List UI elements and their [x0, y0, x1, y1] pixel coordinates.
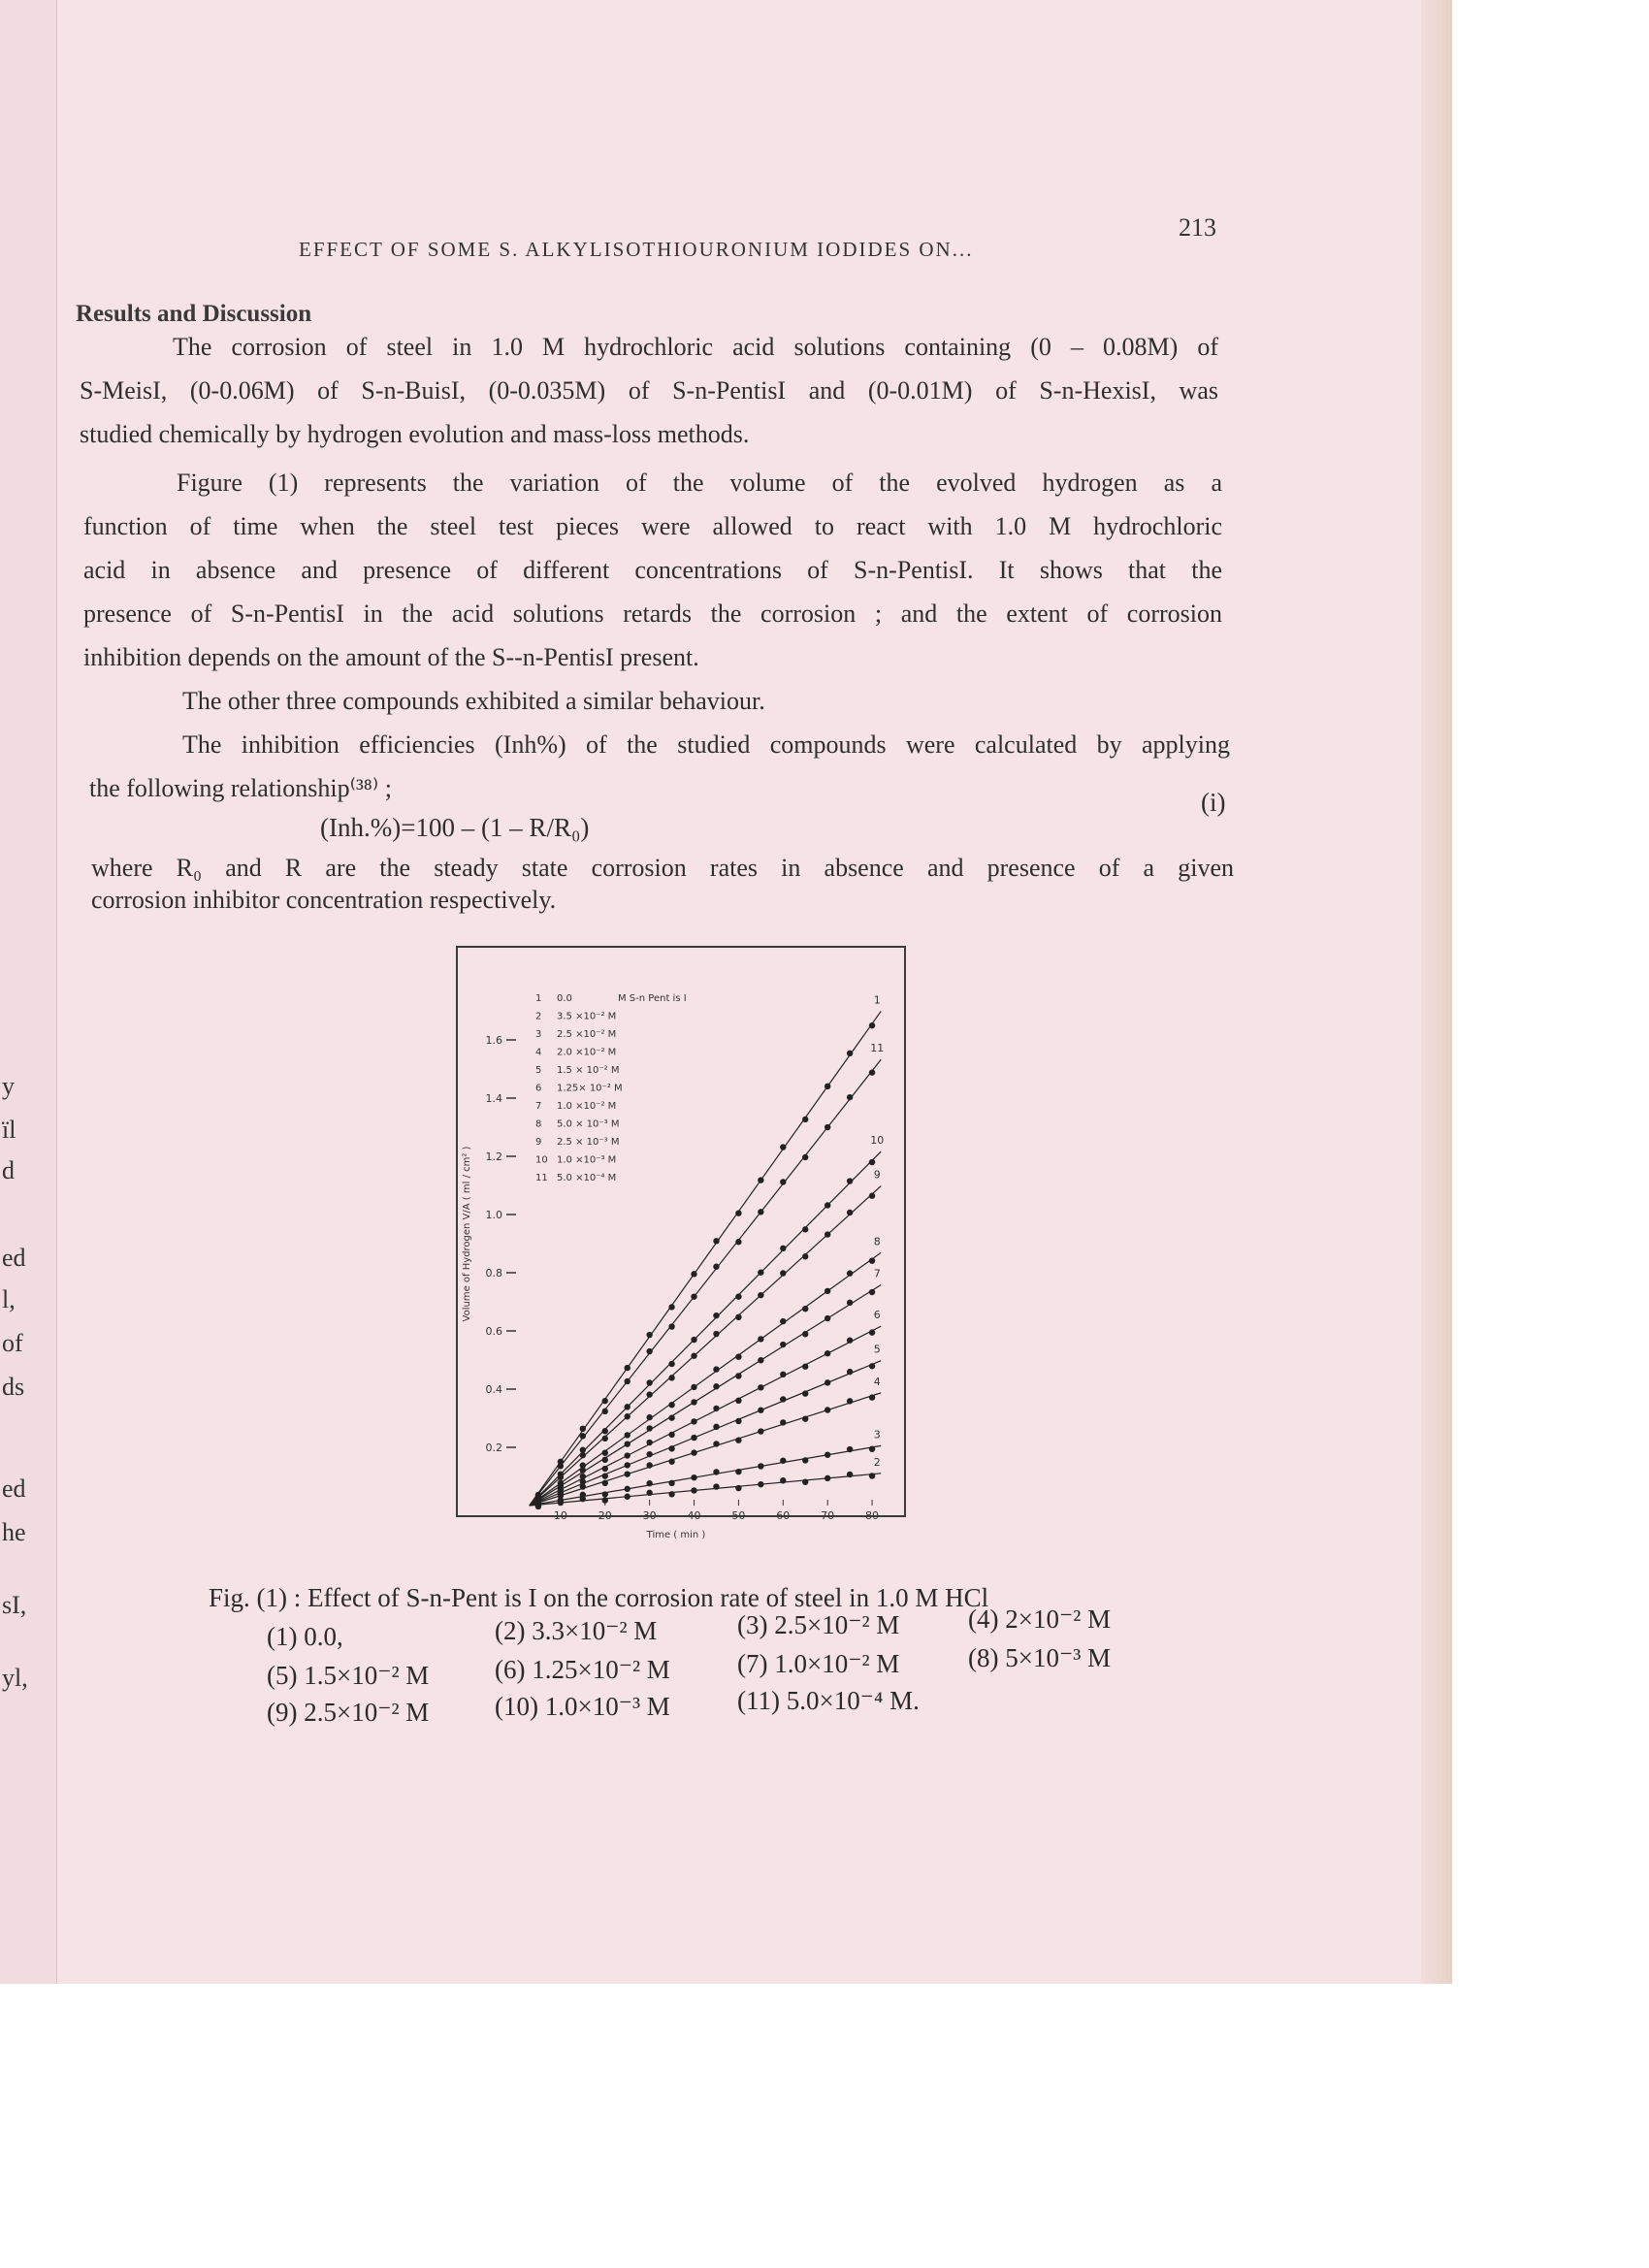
legend-conc: 1.25× 10⁻² M	[557, 1083, 623, 1094]
data-point	[713, 1383, 719, 1389]
data-point	[646, 1391, 652, 1397]
data-point	[824, 1202, 830, 1208]
series-label: 9	[873, 1168, 881, 1182]
prev-page-fragment: ds	[2, 1373, 25, 1401]
data-point	[668, 1323, 674, 1329]
data-point	[602, 1450, 608, 1456]
data-point	[668, 1402, 674, 1408]
series-label: 2	[873, 1455, 881, 1469]
data-point	[646, 1440, 652, 1445]
data-point	[758, 1336, 763, 1342]
data-point	[824, 1407, 830, 1412]
paragraph-5-line-2: corrosion inhibitor concentration respectively.	[91, 886, 557, 914]
paragraph-2-line-3: acid in absence and presence of different concentrations of S-n-PentisI. It shows that the	[83, 556, 1222, 584]
caption-item: (7) 1.0×10⁻² M	[737, 1649, 900, 1678]
x-tick-label: 70	[821, 1509, 835, 1522]
data-point	[735, 1239, 741, 1245]
data-point	[780, 1179, 786, 1184]
legend-conc: 5.0 × 10⁻³ M	[557, 1118, 620, 1130]
x-tick-label: 60	[776, 1509, 791, 1522]
data-point	[535, 1504, 541, 1509]
legend-conc: 5.0 ×10⁻⁴ M	[557, 1173, 617, 1183]
caption-item: (6) 1.25×10⁻² M	[495, 1655, 670, 1684]
caption-item: (9) 2.5×10⁻² M	[267, 1698, 430, 1727]
data-point	[558, 1463, 564, 1469]
legend-num: 5	[535, 1065, 542, 1076]
data-point	[802, 1306, 808, 1312]
data-point	[869, 1329, 875, 1335]
data-point	[780, 1458, 786, 1464]
data-point	[602, 1436, 608, 1442]
data-point	[780, 1372, 786, 1377]
paragraph-1-line-3: studied chemically by hydrogen evolution and mass-loss methods.	[80, 420, 750, 448]
data-point	[735, 1438, 741, 1443]
data-point	[758, 1357, 763, 1363]
prev-page-fragment: ïl	[2, 1116, 16, 1144]
data-point	[847, 1270, 853, 1276]
equation: (Inh.%)=100 – (1 – R/R₀)	[320, 813, 590, 842]
data-point	[646, 1379, 652, 1385]
data-point	[869, 1289, 875, 1295]
data-point	[780, 1246, 786, 1251]
y-tick-label: 1.6	[485, 1034, 502, 1047]
legend-num: 3	[535, 1029, 542, 1040]
series-label: 8	[873, 1235, 881, 1248]
data-point	[668, 1445, 674, 1451]
data-point	[802, 1117, 808, 1122]
data-point	[802, 1331, 808, 1337]
y-tick-label: 1.4	[485, 1092, 502, 1105]
series-label: 1	[873, 993, 881, 1007]
caption-item: (10) 1.0×10⁻³ M	[495, 1692, 670, 1721]
data-point	[713, 1312, 719, 1318]
caption-item: (11) 5.0×10⁻⁴ M.	[737, 1686, 920, 1715]
legend-num: 2	[535, 1011, 542, 1022]
paragraph-5-line-1: where R₀ and R are the steady state corrosion rates in absence and presence of a given	[91, 854, 1234, 882]
data-point	[646, 1490, 652, 1496]
data-point	[847, 1472, 853, 1477]
data-point	[691, 1449, 696, 1455]
data-point	[713, 1483, 719, 1489]
data-point	[824, 1124, 830, 1130]
data-point	[735, 1485, 741, 1491]
data-point	[802, 1415, 808, 1421]
data-point	[691, 1337, 696, 1343]
caption-item: (3) 2.5×10⁻² M	[737, 1610, 900, 1639]
data-point	[602, 1466, 608, 1472]
data-point	[602, 1428, 608, 1434]
x-axis-label: Time ( min )	[646, 1530, 706, 1540]
data-point	[869, 1193, 875, 1199]
data-point	[691, 1399, 696, 1405]
legend-num: 1	[535, 993, 542, 1004]
data-point	[847, 1210, 853, 1215]
data-point	[824, 1452, 830, 1458]
data-point	[869, 1069, 875, 1075]
data-point	[869, 1394, 875, 1400]
data-point	[869, 1363, 875, 1369]
prev-page-fragment: sI,	[2, 1591, 27, 1619]
y-tick-label: 1.2	[485, 1150, 502, 1163]
series-label: 7	[873, 1267, 881, 1280]
data-point	[735, 1354, 741, 1360]
data-point	[713, 1469, 719, 1474]
legend-title: M S-n Pent is I	[618, 993, 687, 1004]
data-point	[847, 1051, 853, 1056]
data-point	[602, 1457, 608, 1463]
x-tick-label: 20	[598, 1509, 612, 1522]
prev-page-fragment: l,	[2, 1285, 16, 1313]
data-point	[735, 1469, 741, 1474]
data-point	[735, 1418, 741, 1424]
paragraph-2-line-4: presence of S-n-PentisI in the acid solutions retards the corrosion ; and the extent of corrosion	[83, 599, 1222, 628]
data-point	[625, 1452, 630, 1458]
caption-item: (8) 5×10⁻³ M	[968, 1643, 1112, 1672]
paragraph-2-line-2: function of time when the steel test pieces were allowed to react with 1.0 M hydrochloric	[83, 512, 1222, 540]
data-point	[646, 1425, 652, 1431]
data-point	[758, 1408, 763, 1413]
y-tick-label: 0.8	[485, 1267, 502, 1280]
previous-page-strip	[0, 0, 57, 1984]
data-point	[869, 1473, 875, 1478]
prev-page-fragment: yl,	[2, 1664, 28, 1692]
data-point	[602, 1409, 608, 1414]
data-point	[869, 1258, 875, 1264]
data-point	[580, 1426, 586, 1432]
data-point	[758, 1463, 763, 1469]
prev-page-fragment: y	[2, 1072, 15, 1100]
data-point	[713, 1406, 719, 1411]
data-point	[735, 1314, 741, 1320]
data-point	[646, 1480, 652, 1486]
y-tick-label: 1.0	[485, 1209, 502, 1221]
legend-num: 10	[535, 1154, 548, 1166]
section-heading: Results and Discussion	[76, 301, 312, 327]
data-point	[691, 1353, 696, 1359]
caption-item: (1) 0.0,	[267, 1622, 343, 1651]
paragraph-4-line-2: the following relationship⁽³⁸⁾ ;	[89, 774, 392, 802]
legend-num: 4	[535, 1047, 542, 1058]
legend-num: 9	[535, 1137, 542, 1148]
caption-item: (4) 2×10⁻² M	[968, 1604, 1112, 1634]
legend-conc: 2.5 ×10⁻² M	[557, 1029, 617, 1040]
data-point	[691, 1435, 696, 1441]
page-edge	[1421, 0, 1450, 1984]
data-point	[625, 1494, 630, 1500]
data-point	[691, 1384, 696, 1390]
data-point	[735, 1293, 741, 1299]
figure-caption-title: Fig. (1) : Effect of S-n-Pent is I on the corrosion rate of steel in 1.0 M HCl	[209, 1583, 989, 1612]
data-point	[713, 1424, 719, 1430]
legend-num: 7	[535, 1101, 542, 1112]
data-point	[780, 1318, 786, 1324]
x-tick-label: 30	[642, 1509, 657, 1522]
data-point	[580, 1467, 586, 1473]
data-point	[847, 1300, 853, 1306]
caption-item: (5) 1.5×10⁻² M	[267, 1661, 430, 1690]
data-point	[758, 1292, 763, 1298]
data-point	[869, 1159, 875, 1165]
series-label: 6	[873, 1309, 881, 1322]
data-point	[668, 1491, 674, 1497]
data-point	[580, 1433, 586, 1439]
data-point	[646, 1451, 652, 1457]
paragraph-2-line-5: inhibition depends on the amount of the S--n-PentisI present.	[83, 643, 699, 671]
data-point	[558, 1474, 564, 1480]
data-point	[691, 1487, 696, 1493]
data-point	[668, 1414, 674, 1420]
data-point	[668, 1459, 674, 1465]
data-point	[625, 1378, 630, 1384]
prev-page-fragment: d	[2, 1156, 15, 1184]
data-point	[802, 1457, 808, 1463]
legend-conc: 3.5 ×10⁻² M	[557, 1011, 617, 1022]
prev-page-fragment: of	[2, 1329, 23, 1357]
data-point	[758, 1481, 763, 1487]
data-point	[625, 1486, 630, 1492]
data-point	[824, 1350, 830, 1356]
legend-conc: 2.5 × 10⁻³ M	[557, 1137, 620, 1148]
x-tick-label: 40	[687, 1509, 701, 1522]
legend-conc: 1.0 ×10⁻³ M	[557, 1154, 617, 1166]
data-point	[602, 1480, 608, 1486]
data-point	[646, 1348, 652, 1354]
data-point	[847, 1094, 853, 1100]
data-point	[802, 1364, 808, 1370]
data-point	[691, 1418, 696, 1424]
series-label: 3	[873, 1428, 881, 1442]
data-point	[802, 1479, 808, 1485]
data-point	[713, 1441, 719, 1446]
data-point	[580, 1496, 586, 1502]
data-point	[625, 1432, 630, 1438]
data-point	[735, 1373, 741, 1378]
data-point	[802, 1226, 808, 1232]
legend-conc: 1.5 × 10⁻² M	[557, 1065, 620, 1076]
data-point	[780, 1342, 786, 1347]
caption-item: (2) 3.3×10⁻² M	[495, 1616, 658, 1645]
x-tick-label: 50	[731, 1509, 746, 1522]
running-head: EFFECT OF SOME S. ALKYLISOTHIOURONIUM IODIDES ON...	[299, 238, 974, 261]
legend-num: 8	[535, 1118, 542, 1130]
data-point	[580, 1452, 586, 1458]
data-point	[735, 1210, 741, 1215]
y-tick-label: 0.4	[485, 1383, 502, 1396]
data-point	[646, 1462, 652, 1468]
data-point	[668, 1432, 674, 1438]
y-tick-label: 0.2	[485, 1442, 502, 1454]
data-point	[691, 1293, 696, 1299]
data-point	[758, 1428, 763, 1434]
data-point	[847, 1369, 853, 1375]
data-point	[713, 1366, 719, 1372]
data-point	[847, 1338, 853, 1344]
data-point	[625, 1365, 630, 1371]
data-point	[602, 1497, 608, 1503]
data-point	[847, 1398, 853, 1404]
data-point	[780, 1144, 786, 1150]
data-point	[780, 1419, 786, 1425]
data-point	[824, 1231, 830, 1237]
data-point	[869, 1446, 875, 1452]
series-label: 4	[873, 1375, 881, 1388]
paragraph-1-line-2: S-MeisI, (0-0.06M) of S-n-BuisI, (0-0.035M) of S-n-PentisI and (0-0.01M) of S-n-HexisI, was	[80, 376, 1218, 405]
legend-num: 11	[535, 1173, 548, 1183]
x-tick-label: 80	[865, 1509, 880, 1522]
data-point	[824, 1379, 830, 1385]
paragraph-1-line-1: The corrosion of steel in 1.0 M hydrochloric acid solutions containing (0 – 0.08M) of	[173, 333, 1218, 361]
data-point	[758, 1270, 763, 1276]
data-point	[824, 1315, 830, 1321]
series-label: 10	[870, 1134, 885, 1148]
figure-frame	[456, 946, 906, 1540]
data-point	[625, 1471, 630, 1476]
equation-number: (i)	[1201, 788, 1226, 817]
data-point	[668, 1361, 674, 1367]
data-point	[625, 1413, 630, 1419]
data-point	[847, 1178, 853, 1183]
data-point	[847, 1446, 853, 1452]
data-point	[713, 1264, 719, 1270]
prev-page-fragment: he	[2, 1518, 26, 1546]
legend-conc: 2.0 ×10⁻² M	[557, 1047, 617, 1058]
data-point	[602, 1473, 608, 1478]
data-point	[824, 1475, 830, 1481]
y-tick-label: 0.6	[485, 1325, 502, 1338]
data-point	[691, 1474, 696, 1480]
paragraph-2-line-1: Figure (1) represents the variation of the volume of the evolved hydrogen as a	[177, 469, 1222, 497]
data-point	[668, 1480, 674, 1486]
data-point	[802, 1154, 808, 1160]
data-point	[646, 1414, 652, 1420]
data-point	[713, 1238, 719, 1244]
data-point	[602, 1398, 608, 1404]
data-point	[824, 1084, 830, 1089]
prev-page-fragment: ed	[2, 1474, 26, 1503]
data-point	[668, 1375, 674, 1380]
x-tick-label: 10	[553, 1509, 567, 1522]
legend-num: 6	[535, 1083, 542, 1094]
data-point	[869, 1022, 875, 1028]
data-point	[780, 1396, 786, 1402]
data-point	[625, 1462, 630, 1468]
prev-page-fragment: ed	[2, 1244, 26, 1272]
data-point	[802, 1390, 808, 1396]
data-point	[625, 1404, 630, 1409]
data-point	[824, 1288, 830, 1294]
legend-conc: 1.0 ×10⁻² M	[557, 1101, 617, 1112]
data-point	[713, 1331, 719, 1337]
page-number: 213	[1179, 213, 1216, 242]
paragraph-3: The other three compounds exhibited a similar behaviour.	[182, 687, 765, 715]
data-point	[580, 1483, 586, 1489]
y-axis-label: Volume of Hydrogen V/A ( ml / cm² )	[462, 1146, 472, 1322]
series-label: 5	[873, 1343, 881, 1356]
data-point	[758, 1177, 763, 1183]
data-point	[668, 1304, 674, 1310]
data-point	[691, 1271, 696, 1277]
data-point	[602, 1491, 608, 1497]
paragraph-4-line-1: The inhibition efficiencies (Inh%) of the studied compounds were calculated by applying	[182, 730, 1230, 759]
data-point	[780, 1270, 786, 1276]
data-point	[625, 1441, 630, 1446]
legend-conc: 0.0	[557, 993, 572, 1004]
data-point	[735, 1398, 741, 1404]
data-point	[558, 1500, 564, 1506]
data-point	[780, 1477, 786, 1483]
data-point	[758, 1209, 763, 1215]
data-point	[802, 1253, 808, 1259]
hydrogen-volume-chart	[458, 948, 904, 1540]
series-label: 11	[870, 1042, 885, 1055]
data-point	[758, 1384, 763, 1390]
data-point	[646, 1332, 652, 1338]
